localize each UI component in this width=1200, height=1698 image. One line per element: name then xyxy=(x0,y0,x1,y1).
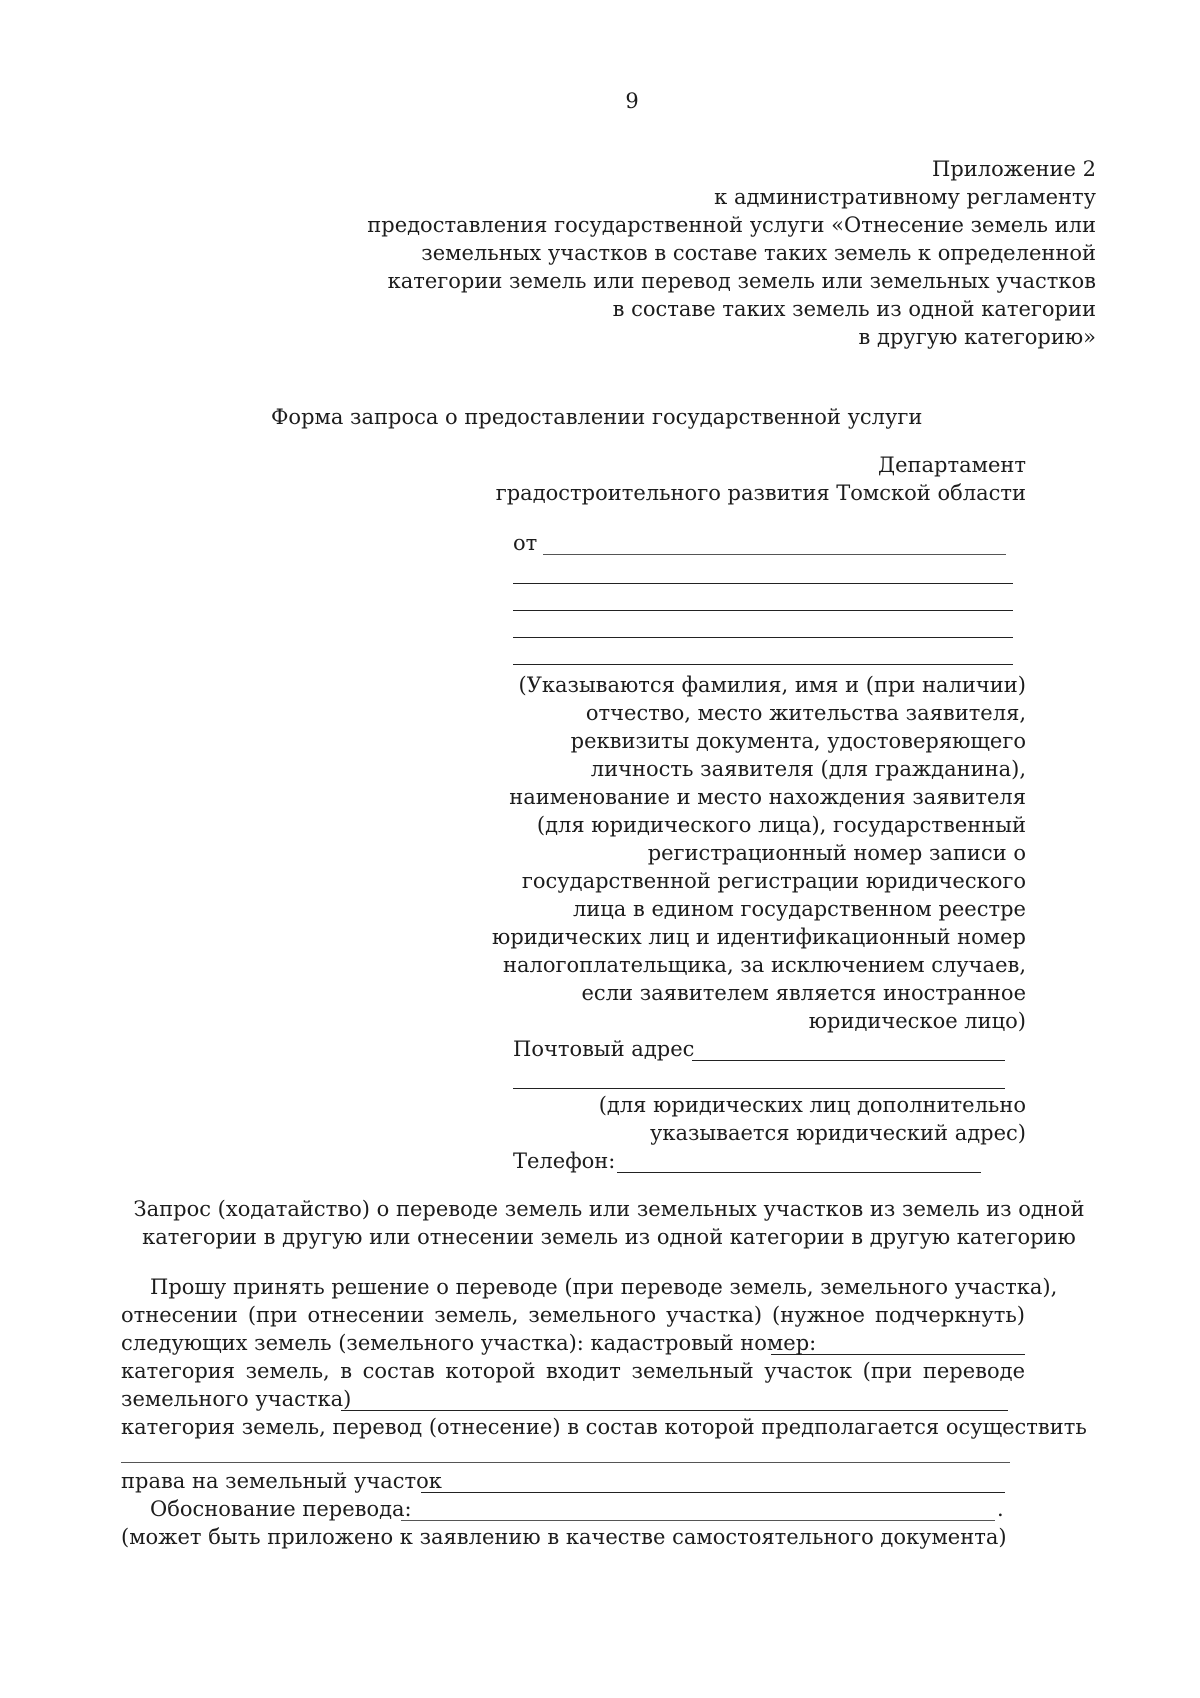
page-number: 9 xyxy=(625,89,639,113)
hint-line: налогоплательщика, за исключением случаев, xyxy=(502,953,1026,977)
appendix-line: в другую категорию» xyxy=(858,325,1096,349)
hint-line: юридическое лицо) xyxy=(808,1009,1026,1033)
phone-line[interactable] xyxy=(617,1172,981,1173)
cadastral-label: следующих земель (земельного участка): кадастровый номер: xyxy=(121,1331,817,1355)
justification-line[interactable] xyxy=(401,1520,995,1521)
postal-hint-line: (для юридических лиц дополнительно xyxy=(598,1093,1026,1117)
appendix-line: земельных участков в составе таких земель к определенной xyxy=(421,241,1096,265)
appendix-line: к административному регламенту xyxy=(714,185,1096,209)
hint-line: реквизиты документа, удостоверяющего xyxy=(570,729,1026,753)
hint-line: лица в едином государственном реестре xyxy=(572,897,1026,921)
postal-address-line[interactable] xyxy=(692,1060,1005,1061)
hint-line: наименование и место нахождения заявителя xyxy=(509,785,1026,809)
form-title: Форма запроса о предоставлении государственной услуги xyxy=(271,405,923,429)
applicant-line[interactable] xyxy=(513,610,1013,611)
body-line: отнесении (при отнесении земель, земельного участка) (нужное подчеркнуть) xyxy=(121,1303,1025,1327)
justification-label: Обоснование перевода: xyxy=(150,1497,412,1521)
phone-label: Телефон: xyxy=(513,1149,616,1173)
recipient-line: градостроительного развития Томской области xyxy=(495,481,1026,505)
recipient-line: Департамент xyxy=(878,453,1026,477)
hint-line: (для юридического лица), государственный xyxy=(536,813,1026,837)
hint-line: личность заявителя (для гражданина), xyxy=(590,757,1026,781)
body-line: Прошу принять решение о переводе (при переводе земель, земельного участка), xyxy=(150,1275,1058,1299)
land-rights-label: права на земельный участок xyxy=(121,1469,442,1493)
body-line: категория земель, перевод (отнесение) в состав которой предполагается осуществить xyxy=(121,1415,1087,1439)
applicant-line[interactable] xyxy=(513,637,1013,638)
applicant-line[interactable] xyxy=(513,664,1013,665)
justification-note: (может быть приложено к заявлению в качестве самостоятельного документа) xyxy=(121,1525,1007,1549)
applicant-line[interactable] xyxy=(543,554,1006,555)
appendix-line: в составе таких земель из одной категории xyxy=(612,297,1096,321)
hint-line: если заявителем является иностранное xyxy=(581,981,1026,1005)
appendix-line: категории земель или перевод земель или земельных участков xyxy=(387,269,1096,293)
hint-line: государственной регистрации юридического xyxy=(521,869,1026,893)
body-line: категория земель, в состав которой входит земельный участок (при переводе xyxy=(121,1359,1025,1383)
from-label: от xyxy=(513,531,538,555)
request-title-line: категории в другую или отнесении земель из одной категории в другую категорию xyxy=(142,1225,1076,1249)
request-title-line: Запрос (ходатайство) о переводе земель или земельных участков из земель из одной xyxy=(133,1197,1085,1221)
appendix-line: предоставления государственной услуги «Отнесение земель или xyxy=(367,213,1096,237)
postal-hint-line: указывается юридический адрес) xyxy=(649,1121,1026,1145)
hint-line: регистрационный номер записи о xyxy=(647,841,1026,865)
cadastral-number-line[interactable] xyxy=(771,1354,1025,1355)
hint-line: (Указываются фамилия, имя и (при наличии) xyxy=(518,673,1026,697)
target-category-line[interactable] xyxy=(121,1462,1010,1463)
appendix-line: Приложение 2 xyxy=(932,157,1096,181)
land-rights-line[interactable] xyxy=(421,1492,1005,1493)
postal-address-line[interactable] xyxy=(513,1088,1005,1089)
applicant-line[interactable] xyxy=(513,583,1013,584)
justification-end: . xyxy=(997,1497,1004,1521)
current-category-line[interactable] xyxy=(341,1410,1008,1411)
current-category-label: земельного участка) xyxy=(121,1387,352,1411)
postal-address-label: Почтовый адрес xyxy=(513,1037,695,1061)
hint-line: отчество, место жительства заявителя, xyxy=(585,701,1026,725)
hint-line: юридических лиц и идентификационный номер xyxy=(492,925,1026,949)
